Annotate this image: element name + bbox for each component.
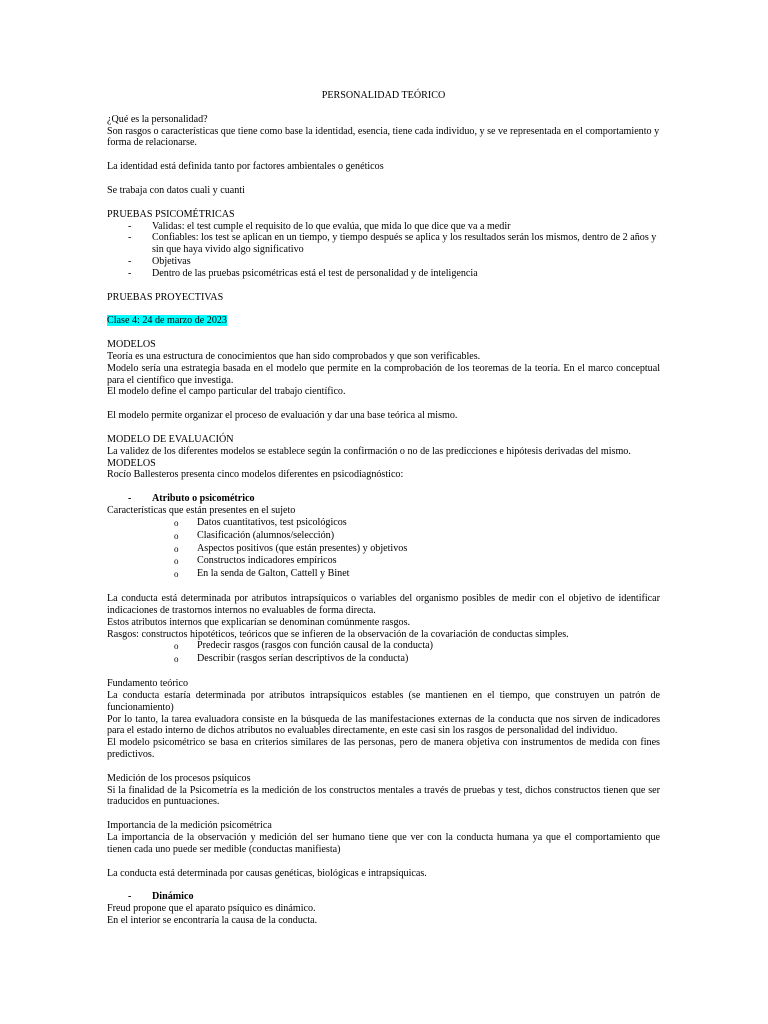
dinamico-line-1: Freud propone que el aparato psíquico es dinámico.: [107, 903, 316, 915]
list-item: o Constructos indicadores empíricos: [174, 555, 337, 567]
atributo-heading: - Atributo o psicométrico: [128, 493, 255, 505]
list-item: o Predecir rasgos (rasgos con función causal de la conducta): [174, 640, 433, 652]
section-heading-psicometricas: PRUEBAS PSICOMÉTRICAS: [107, 208, 235, 220]
fundamento-line-2: Por lo tanto, la tarea evaluadora consiste en la búsqueda de las manifestaciones externas de la conducta que nos sirven de indicadores para el estado interno de dichos atributos no evaluables directamente, en este casi sin los rasgos de personalidad del individuo.: [107, 713, 660, 737]
intro-question: ¿Qué es la personalidad?: [107, 113, 208, 125]
fundamento-line-3: El modelo psicométrico se basa en criterios similares de las personas, pero de manera objetiva con instrumentos de medida con fines predictivos.: [107, 737, 660, 761]
fundamento-heading: Fundamento teórico: [107, 678, 189, 690]
highlighted-text: Clase 4: 24 de marzo de 2023: [107, 315, 227, 327]
dinamico-heading: - Dinámico: [128, 891, 194, 903]
modelos-line-4: El modelo permite organizar el proceso de evaluación y dar una base teórica al mismo.: [107, 410, 458, 422]
section-heading-evaluacion: MODELO DE EVALUACIÓN: [107, 433, 234, 445]
list-item: - Dentro de las pruebas psicométricas está el test de personalidad y de inteligencia: [128, 267, 478, 279]
list-item: o Clasificación (alumnos/selección): [174, 529, 335, 541]
medicion-line-1: Si la finalidad de la Psicometría es la medición de los constructos mentales a través de pruebas y test, dichos constructos tienen que ser traducidos en puntuaciones.: [107, 784, 660, 808]
modelos-line-1: Teoría es una estructura de conocimientos que han sido comprobados y que son verificables.: [107, 350, 481, 362]
importancia-heading: Importancia de la medición psicométrica: [107, 820, 272, 832]
document-title: PERSONALIDAD TEÓRICO: [321, 90, 446, 101]
psicometricas-list: [107, 221, 660, 280]
causas-text: La conducta está determinada por causas genéticas, biológicas e intrapsíquicas.: [107, 867, 427, 879]
modelos-line-2: Modelo sería una estrategia basada en el modelo que permite en la comprobación de los teoremas de la teoría. En el marco conceptual para el científico que investiga.: [107, 362, 660, 386]
list-item: - Confiables: los test se aplican en un tiempo, y tiempo después se aplica y los resultados serán los mismos, dentro de 2 años y sin que haya vivido algo significativo: [128, 232, 657, 256]
fundamento-line-1: La conducta estaría determinada por atributos intrapsíquicos estables (se mantienen en el tiempo, que construyen un patrón de funcionamiento): [107, 690, 660, 713]
list-item: o En la senda de Galton, Cattell y Binet: [174, 568, 350, 580]
conducta-line-3: Rasgos: constructos hipotéticos, teóricos que se infieren de la observación de la covariación de conductas simples.: [107, 628, 569, 640]
importancia-line-1: La importancia de la observación y medición del ser humano tiene que ver con la conducta humana ya que el comportamiento que tienen cada uno puede ser medible (conductas manifiesta): [107, 832, 660, 855]
list-item: - Validas: el test cumple el requisito de lo que evalúa, que mida lo que dice que va a medir: [128, 220, 511, 232]
conducta-line-1: La conducta está determinada por atributos intrapsíquicos o variables del organismo posibles de medir con el objetivo de identificar indicaciones de trastornos internos no evaluables de forma directa.: [107, 593, 660, 617]
dinamico-line-2: En el interior se encontraría la causa de la conducta.: [107, 915, 318, 926]
medicion-heading: Medición de los procesos psíquicos: [107, 772, 251, 784]
identity-text: La identidad está definida tanto por factores ambientales o genéticos: [107, 161, 384, 173]
conducta-line-2: Estos atributos internos que explicarían se denominan comúnmente rasgos.: [107, 616, 411, 628]
list-item: o Datos cuantitativos, test psicológicos: [174, 516, 347, 528]
list-item: o Describir (rasgos serían descriptivos de la conducta): [174, 653, 409, 665]
atributo-list: [107, 517, 660, 582]
list-item: o Aspectos positivos (que están presentes) y objetivos: [174, 542, 408, 554]
conducta-list: [107, 640, 660, 666]
evaluacion-line-1: La validez de los diferentes modelos se establece según la confirmación o no de las predicciones e hipótesis derivadas del mismo.: [107, 445, 631, 457]
intro-answer: Son rasgos o características que tiene como base la identidad, esencia, tiene cada individuo, y se ve representada en el comportamiento y forma de relacionarse.: [107, 125, 660, 149]
section-heading-modelos-2: MODELOS: [107, 457, 156, 469]
section-heading-proyectivas: PRUEBAS PROYECTIVAS: [107, 291, 224, 303]
evaluacion-line-2: Rocío Ballesteros presenta cinco modelos diferentes en psicodiagnóstico:: [107, 469, 404, 481]
atributo-subtitle: Características que están presentes en el sujeto: [107, 504, 296, 516]
section-heading-modelos: MODELOS: [107, 339, 156, 351]
data-type-text: Se trabaja con datos cuali y cuanti: [107, 184, 245, 196]
document-page: [107, 90, 660, 927]
modelos-line-3: El modelo define el campo particular del trabajo científico.: [107, 386, 346, 398]
class-date-label: [107, 315, 660, 327]
list-item: - Objetivas: [128, 255, 191, 267]
